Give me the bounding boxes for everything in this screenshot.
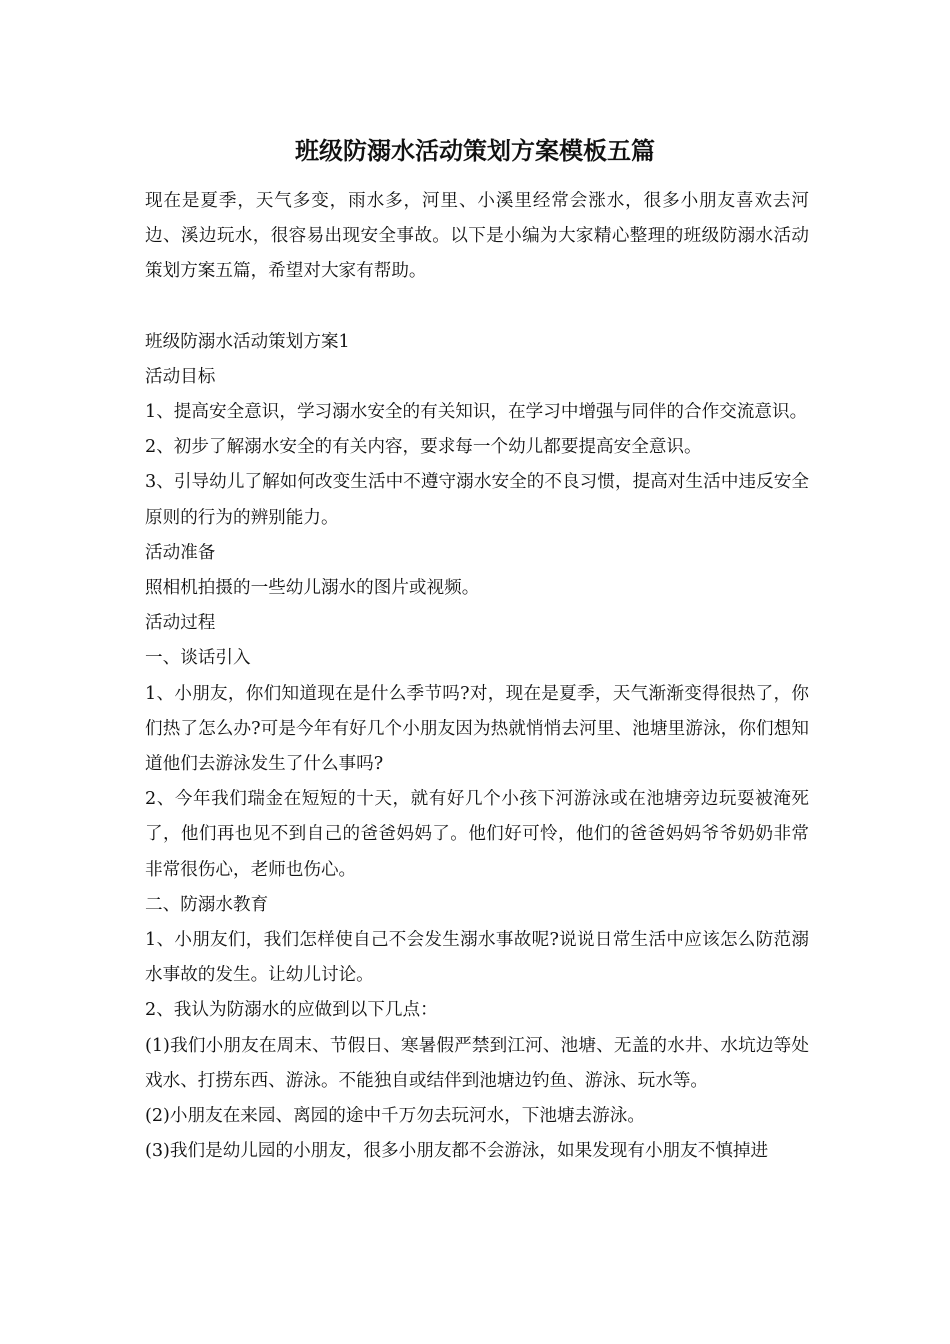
goal-item-3: 3、引导幼儿了解如何改变生活中不遵守溺水安全的不良习惯，提高对生活中违反安全原则的行为的辨别能力。 [145,472,809,528]
subheading-intro-talk: 一、谈话引入 [145,648,251,669]
section-heading-goals: 活动目标 [145,366,216,387]
subheading-education: 二、防溺水教育 [145,894,269,915]
rule-item-3: (3)我们是幼儿园的小朋友，很多小朋友都不会游泳，如果发现有小朋友不慎掉进 [145,1141,769,1162]
intro-paragraph: 现在是夏季，天气多变，雨水多，河里、小溪里经常会涨水，很多小朋友喜欢去河边、溪边玩水，很容易出现安全事故。以下是小编为大家精心整理的班级防溺水活动策划方案五篇，希望对大家有帮助。 [145,191,809,282]
section-heading-plan-1: 班级防溺水活动策划方案1 [145,331,350,352]
document-title: 班级防溺水活动策划方案模板五篇 [295,136,655,165]
preparation-text: 照相机拍摄的一些幼儿溺水的图片或视频。 [145,578,480,599]
section-heading-process: 活动过程 [145,613,216,634]
process-paragraph-2: 2、今年我们瑞金在短短的十天，就有好几个小孩下河游泳或在池塘旁边玩耍被淹死了，他们再也见不到自己的爸爸妈妈了。他们好可怜，他们的爸爸妈妈爷爷奶奶非常非常很伤心，老师也伤心。 [145,789,809,880]
education-paragraph-2: 2、我认为防溺水的应做到以下几点： [145,1000,438,1021]
rule-item-2: (2)小朋友在来园、离园的途中千万勿去玩河水，下池塘去游泳。 [145,1106,645,1127]
document-body [145,184,809,1169]
process-paragraph-1: 1、小朋友，你们知道现在是什么季节吗?对，现在是夏季，天气渐渐变得很热了，你们热了怎么办?可是今年有好几个小朋友因为热就悄悄去河里、池塘里游泳，你们想知道他们去游泳发生了什么事吗? [145,683,809,775]
goal-item-2: 2、初步了解溺水安全的有关内容，要求每一个幼儿都要提高安全意识。 [145,437,702,458]
education-paragraph-1: 1、小朋友们，我们怎样使自己不会发生溺水事故呢?说说日常生活中应该怎么防范溺水事故的发生。让幼儿讨论。 [145,930,809,986]
goal-item-1: 1、提高安全意识，学习溺水安全的有关知识，在学习中增强与同伴的合作交流意识。 [145,402,808,423]
section-heading-preparation: 活动准备 [145,542,216,563]
rule-item-1: (1)我们小朋友在周末、节假日、寒暑假严禁到江河、池塘、无盖的水井、水坑边等处戏水、打捞东西、游泳。不能独自或结伴到池塘边钓鱼、游泳、玩水等。 [145,1035,809,1091]
